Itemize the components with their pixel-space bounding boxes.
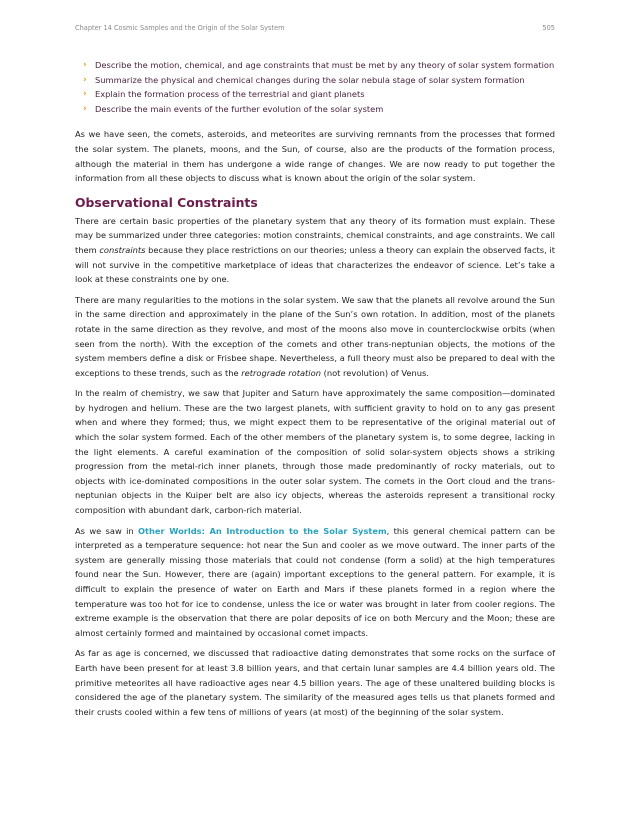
objective-item: › Describe the motion, chemical, and age constraints that must be met by any theory of solar system formation [75,58,555,73]
paragraph-chemistry: In the realm of chemistry, we saw that Jupiter and Saturn have approximately the same composition—dominated by hydrogen and helium. These are the two largest planets, with sufficient gravity to hold on to any gas present when and where they formed; thus, we might expect them to be representative of the original material out of which the solar system formed. Each of the other members of the planetary system is, to some degree, lacking in the light elements. A careful examination of the composition of solid solar-system objects shows a striking progression from the metal-rich inner planets, through those made predominantly of rocky materials, out to objects with ice-dominated compositions in the outer solar system. The comets in the Oort cloud and the trans-neptunian objects in the Kuiper belt are also icy objects, whereas the asteroids represent a transitional rocky composition with abundant dark, carbon-rich material. [75,388,555,516]
page-number: 505 [542,24,555,32]
chevron-right-icon: › [83,74,87,85]
page-header [75,24,555,38]
objective-item: › Describe the main events of the further evolution of the solar system [75,102,555,117]
intro-paragraph: As we have seen, the comets, asteroids, and meteorites are surviving remnants from the processes that formed the solar system. The planets, moons, and the Sun, of course, also are the products of the formation process, although the material in them has undergone a wide range of changes. We are now ready to put together the information from all these objects to discuss what is known about the origin of the solar system. [75,129,555,184]
page-content [75,58,555,725]
section-heading: Observational Constraints [75,194,258,210]
paragraph-constraints: There are certain basic properties of the planetary system that any theory of its formation must explain. These may be summarized under three categories: motion constraints, chemical constraints, and age constraints. We call them constraints because they place restrictions on our theories; unless a theory can explain the observed facts, it will not survive in the competitive marketplace of ideas that characterizes the endeavor of science. Let’s take a look at these constraints one by one. [75,215,555,285]
chevron-right-icon: › [83,103,87,114]
running-header: Chapter 14 Cosmic Samples and the Origin of the Solar System [75,24,285,32]
emphasis: retrograde rotation [241,367,321,378]
paragraph-temperature: As we saw in Other Worlds: An Introduction to the Solar System, this general chemical pattern can be interpreted as a temperature sequence: hot near the Sun and cooler as we move outward. The inner parts of the system are generally missing those materials that could not condense (form a solid) at the high temperatures found near the Sun. However, there are (again) important exceptions to the general pattern. For example, it is difficult to explain the presence of water on Earth and Mars if these planets formed in a region where the temperature was too hot for ice to condense, unless the ice or water was brought in later from cooler regions. The extreme example is the observation that there are polar deposits of ice on both Mercury and the Moon; these are almost certainly formed and maintained by occasional comet impacts. [75,525,555,638]
chevron-right-icon: › [83,89,87,100]
paragraph-motion: There are many regularities to the motions in the solar system. We saw that the planets all revolve around the Sun in the same direction and approximately in the plane of the Sun’s own rotation. In addition, most of the planets rotate in the same direction as they revolve, and most of the moons also move in counterclockwise orbits (when seen from the north). With the exception of the comets and other trans-neptunian objects, the motions of the system members define a disk or Frisbee shape. Nevertheless, a full theory must also be prepared to deal with the exceptions to these trends, such as the retrograde rotation (not revolution) of Venus. [75,294,555,378]
chevron-right-icon: › [83,60,87,70]
objective-item: › Summarize the physical and chemical changes during the solar nebula stage of solar system formation [75,73,555,88]
learning-objectives [75,58,555,116]
objective-item: › Explain the formation process of the terrestrial and giant planets [75,87,555,102]
cross-reference-link[interactable]: Other Worlds: An Introduction to the Solar System [138,525,387,536]
emphasis: constraints [99,244,146,255]
paragraph-age: As far as age is concerned, we discussed that radioactive dating demonstrates that some rocks on the surface of Earth have been present for at least 3.8 billion years, and that certain lunar samples are 4.4 billion years old. The primitive meteorites all have radioactive ages near 4.5 billion years. The age of these unaltered building blocks is considered the age of the planetary system. The similarity of the measured ages tells us that planets formed and their crusts cooled within a few tens of millions of years (at most) of the beginning of the solar system. [75,648,555,717]
